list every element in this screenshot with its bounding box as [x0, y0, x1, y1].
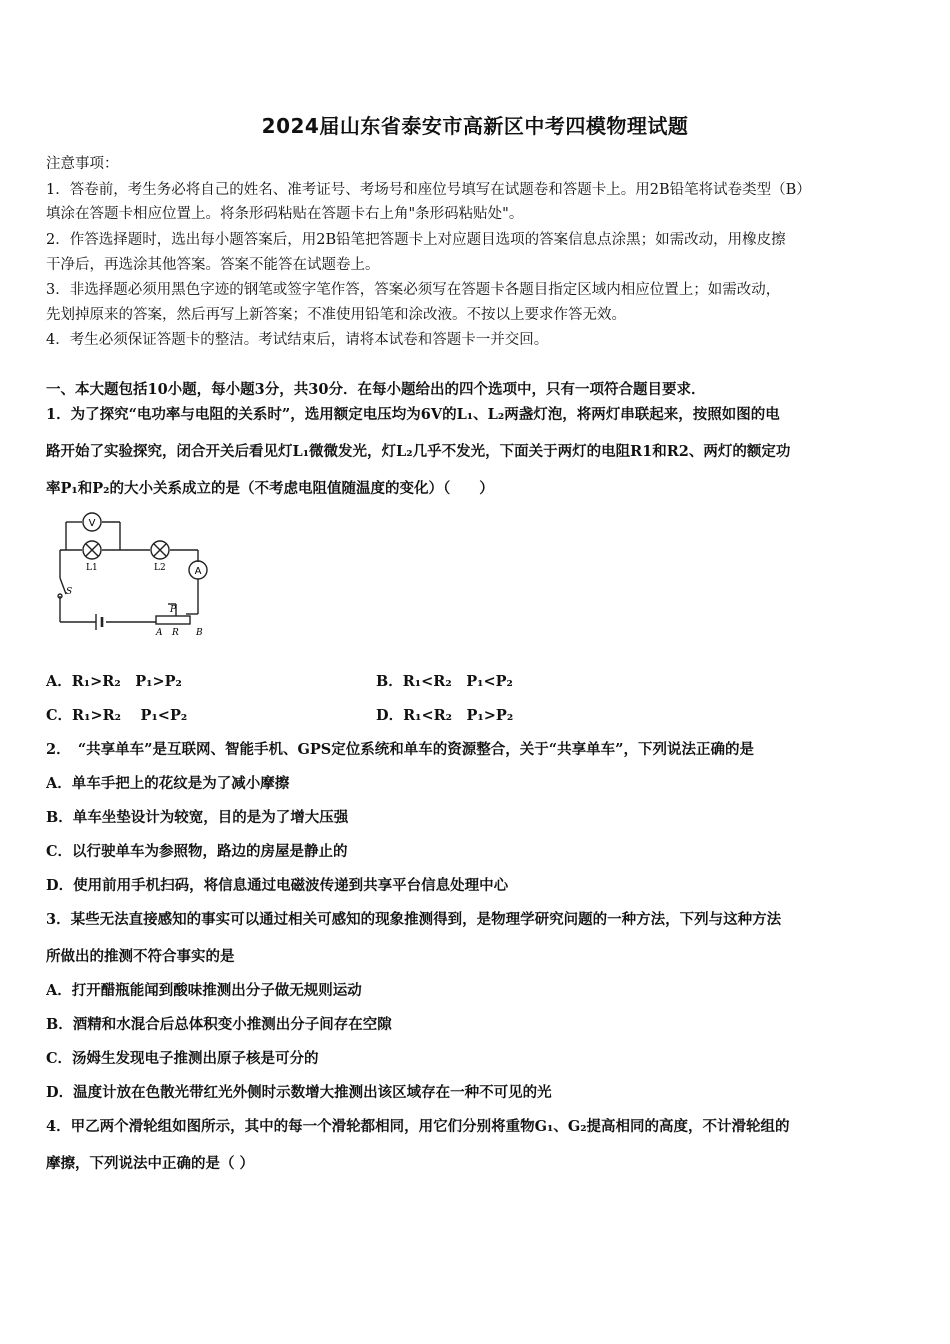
question-4-stem: 4．甲乙两个滑轮组如图所示，其中的每一个滑轮都相同，用它们分别将重物G₁、G₂提高相同的高度，不计滑轮组的 — [46, 1118, 790, 1135]
page-title: 2024届山东省泰安市高新区中考四模物理试题 — [261, 114, 689, 138]
slider-label: P — [170, 605, 177, 615]
q1-option-b[interactable]: B．R₁<R₂ P₁<P₂ — [376, 673, 513, 690]
q2-option-a[interactable]: A．单车手把上的花纹是为了减小摩擦 — [46, 775, 290, 792]
question-1-stem: 路开始了实验探究，闭合开关后看见灯L₁微微发光，灯L₂几乎不发光，下面关于两灯的电阻R1和R2、两灯的额定功 — [46, 443, 791, 460]
section-heading: 一、本大题包括10小题，每小题3分，共30分．在每小题给出的四个选项中，只有一项符合题目要求． — [46, 381, 706, 398]
notice-line: 2．作答选择题时，选出每小题答案后，用2B铅笔把答题卡上对应题目选项的答案信息点涂黑；如需改动，用橡皮擦 — [46, 232, 786, 248]
notice-line: 4．考生必须保证答题卡的整洁。考试结束后，请将本试卷和答题卡一并交回。 — [46, 332, 549, 348]
q2-option-c[interactable]: C．以行驶单车为参照物，路边的房屋是静止的 — [46, 843, 348, 860]
notice-line: 先划掉原来的答案，然后再写上新答案；不准使用铅笔和涂改液。不按以上要求作答无效。 — [46, 307, 626, 323]
q3-option-a[interactable]: A．打开醋瓶能闻到酸味推测出分子做无规则运动 — [46, 982, 362, 999]
q1-option-d[interactable]: D．R₁<R₂ P₁>P₂ — [376, 707, 514, 724]
question-3-stem: 3．某些无法直接感知的事实可以通过相关可感知的现象推测得到，是物理学研究问题的一种方法，下列与这种方法 — [46, 911, 782, 928]
q3-option-d[interactable]: D．温度计放在色散光带红光外侧时示数增大推测出该区域存在一种不可见的光 — [46, 1084, 552, 1101]
ammeter-label: A — [194, 566, 202, 577]
q3-option-b[interactable]: B．酒精和水混合后总体积变小推测出分子间存在空隙 — [46, 1016, 392, 1033]
switch-label: S — [66, 587, 73, 597]
q1-option-c[interactable]: C．R₁>R₂ P₁<P₂ — [46, 707, 188, 724]
circuit-diagram — [46, 504, 232, 652]
lamp-1-label: L1 — [86, 563, 98, 573]
q3-option-c[interactable]: C．汤姆生发现电子推测出原子核是可分的 — [46, 1050, 319, 1067]
q2-option-b[interactable]: B．单车坐垫设计为较宽，目的是为了增大压强 — [46, 809, 349, 826]
question-4-stem: 摩擦，下列说法中正确的是（ ） — [46, 1155, 255, 1172]
rheostat-end-a: A — [156, 628, 163, 638]
notice-line: 1．答卷前，考生务必将自己的姓名、准考证号、考场号和座位号填写在试题卷和答题卡上。用2B铅笔将试卷类型（B） — [46, 182, 811, 198]
notice-heading: 注意事项： — [46, 156, 119, 172]
rheostat-end-b: B — [196, 628, 203, 638]
question-1-stem: 率P₁和P₂的大小关系成立的是（不考虑电阻值随温度的变化）（ ） — [46, 480, 494, 497]
rheostat-label: R — [172, 628, 179, 638]
q2-option-d[interactable]: D．使用前用手机扫码，将信息通过电磁波传递到共享平台信息处理中心 — [46, 877, 509, 894]
lamp-2-label: L2 — [154, 563, 166, 573]
question-1-stem: 1．为了探究“电功率与电阻的关系时”，选用额定电压均为6V的L₁、L₂两盏灯泡，将两灯串联起来，按照如图的电 — [46, 406, 780, 423]
question-2-stem: 2． “共享单车”是互联网、智能手机、GPS定位系统和单车的资源整合，关于“共享单车”，下列说法正确的是 — [46, 741, 754, 758]
notice-line: 3．非选择题必须用黑色字迹的钢笔或签字笔作答，答案必须写在答题卡各题目指定区域内相应位置上；如需改动， — [46, 282, 781, 298]
q1-option-a[interactable]: A．R₁>R₂ P₁>P₂ — [46, 673, 182, 690]
notice-line: 填涂在答题卡相应位置上。将条形码粘贴在答题卡右上角"条形码粘贴处"。 — [46, 206, 524, 222]
notice-line: 干净后，再选涂其他答案。答案不能答在试题卷上。 — [46, 257, 380, 273]
voltmeter-label: V — [88, 518, 96, 529]
question-3-stem: 所做出的推测不符合事实的是 — [46, 948, 235, 965]
